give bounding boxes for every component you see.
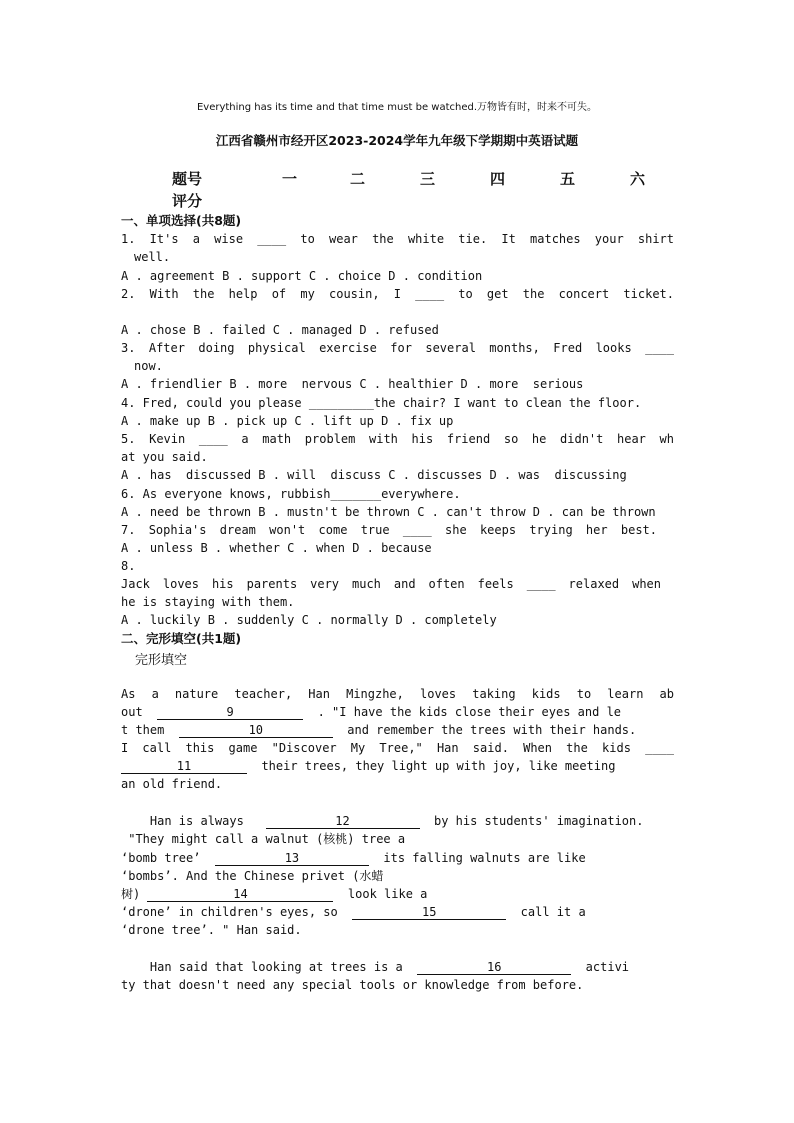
score-table-header-label: 题号 bbox=[172, 170, 203, 188]
passage-line: ty that doesn't need any special tools or knowledge from before. bbox=[121, 978, 584, 992]
passage-line: Han is always 12 by his students' imagination. bbox=[121, 814, 644, 828]
passage-line: ‘bombs’. And the Chinese privet (水蜡 bbox=[121, 869, 384, 883]
passage-line: ‘drone’ in children's eyes, so 15 call it a bbox=[121, 905, 586, 919]
blank-10[interactable]: 10 bbox=[179, 723, 333, 738]
question-line: he is staying with them. bbox=[121, 595, 295, 609]
passage-line: out 9 . "I have the kids close their eyes and le bbox=[121, 705, 622, 719]
question-line: at you said. bbox=[121, 450, 208, 464]
passage-line: t them 10 and remember the trees with their hands. bbox=[121, 723, 637, 737]
blank-11[interactable]: 11 bbox=[121, 759, 247, 774]
passage-line: ‘drone tree’. " Han said. bbox=[121, 923, 302, 937]
blank-12[interactable]: 12 bbox=[266, 814, 420, 829]
question-line: 2. With the help of my cousin, I ____ to get the concert ticket. bbox=[121, 287, 674, 301]
passage-line: an old friend. bbox=[121, 777, 223, 791]
question-line: now. bbox=[134, 359, 163, 373]
score-column-4: 四 bbox=[490, 170, 506, 188]
passage-line: 树) 14 look like a bbox=[121, 887, 428, 901]
options-line: A . make up B . pick up C . lift up D . fix up bbox=[121, 414, 454, 428]
blank-14[interactable]: 14 bbox=[147, 887, 333, 902]
score-column-3: 三 bbox=[420, 170, 436, 188]
options-line: A . luckily B . suddenly C . normally D . completely bbox=[121, 613, 497, 627]
passage-line: Han said that looking at trees is a 16 activi bbox=[121, 960, 630, 974]
options-line: A . chose B . failed C . managed D . refused bbox=[121, 323, 439, 337]
score-column-1: 一 bbox=[282, 170, 298, 188]
question-line: Jack loves his parents very much and often feels ____ relaxed when bbox=[121, 577, 661, 591]
section-heading-cloze: 二、完形填空(共1题) bbox=[121, 631, 242, 646]
options-line: A . need be thrown B . mustn't be thrown C . can't throw D . can be thrown bbox=[121, 505, 656, 519]
passage-line: ‘bomb tree’ 13 its falling walnuts are like bbox=[121, 851, 586, 865]
options-line: A . friendlier B . more nervous C . healthier D . more serious bbox=[121, 377, 584, 391]
section-heading-multiple-choice: 一、单项选择(共8题) bbox=[121, 213, 242, 228]
passage-line: As a nature teacher, Han Mingzhe, loves taking kids to learn ab bbox=[121, 687, 674, 701]
blank-9[interactable]: 9 bbox=[157, 705, 303, 720]
passage-line: 11 their trees, they light up with joy, like meeting bbox=[121, 757, 674, 775]
question-line: 7. Sophia's dream won't come true ____ she keeps trying her best. bbox=[121, 523, 657, 537]
options-line: A . has discussed B . will discuss C . discusses D . was discussing bbox=[121, 468, 627, 482]
options-line: A . agreement B . support C . choice D . condition bbox=[121, 269, 483, 283]
blank-16[interactable]: 16 bbox=[417, 960, 571, 975]
page-title: 江西省赣州市经开区2023-2024学年九年级下学期期中英语试题 bbox=[215, 133, 579, 148]
passage-line: "They might call a walnut (核桃) tree a bbox=[121, 832, 406, 846]
question-line: well. bbox=[134, 250, 171, 264]
question-line: 4. Fred, could you please _________the chair? I want to clean the floor. bbox=[121, 396, 642, 410]
score-column-5: 五 bbox=[560, 170, 576, 188]
score-row-label: 评分 bbox=[172, 192, 203, 210]
question-line: 6. As everyone knows, rubbish_______everywhere. bbox=[121, 487, 461, 501]
question-line: 3. After doing physical exercise for several months, Fred looks ____ bbox=[121, 341, 674, 355]
question-line: 1. It's a wise ____ to wear the white tie. It matches your shirt bbox=[121, 232, 674, 246]
score-column-2: 二 bbox=[350, 170, 366, 188]
question-line: 5. Kevin ____ a math problem with his friend so he didn't hear wh bbox=[121, 432, 674, 446]
blank-13[interactable]: 13 bbox=[215, 851, 369, 866]
cloze-subheading: 完形填空 bbox=[135, 653, 188, 668]
question-line: 8. bbox=[121, 559, 136, 573]
passage-line: I call this game "Discover My Tree," Han said. When the kids ____ bbox=[121, 741, 674, 755]
page-motto: Everything has its time and that time must be watched.万物皆有时，时来不可失。 bbox=[196, 102, 598, 113]
options-line: A . unless B . whether C . when D . because bbox=[121, 541, 432, 555]
blank-15[interactable]: 15 bbox=[352, 905, 506, 920]
score-column-6: 六 bbox=[630, 170, 646, 188]
score-table-header bbox=[172, 168, 662, 188]
